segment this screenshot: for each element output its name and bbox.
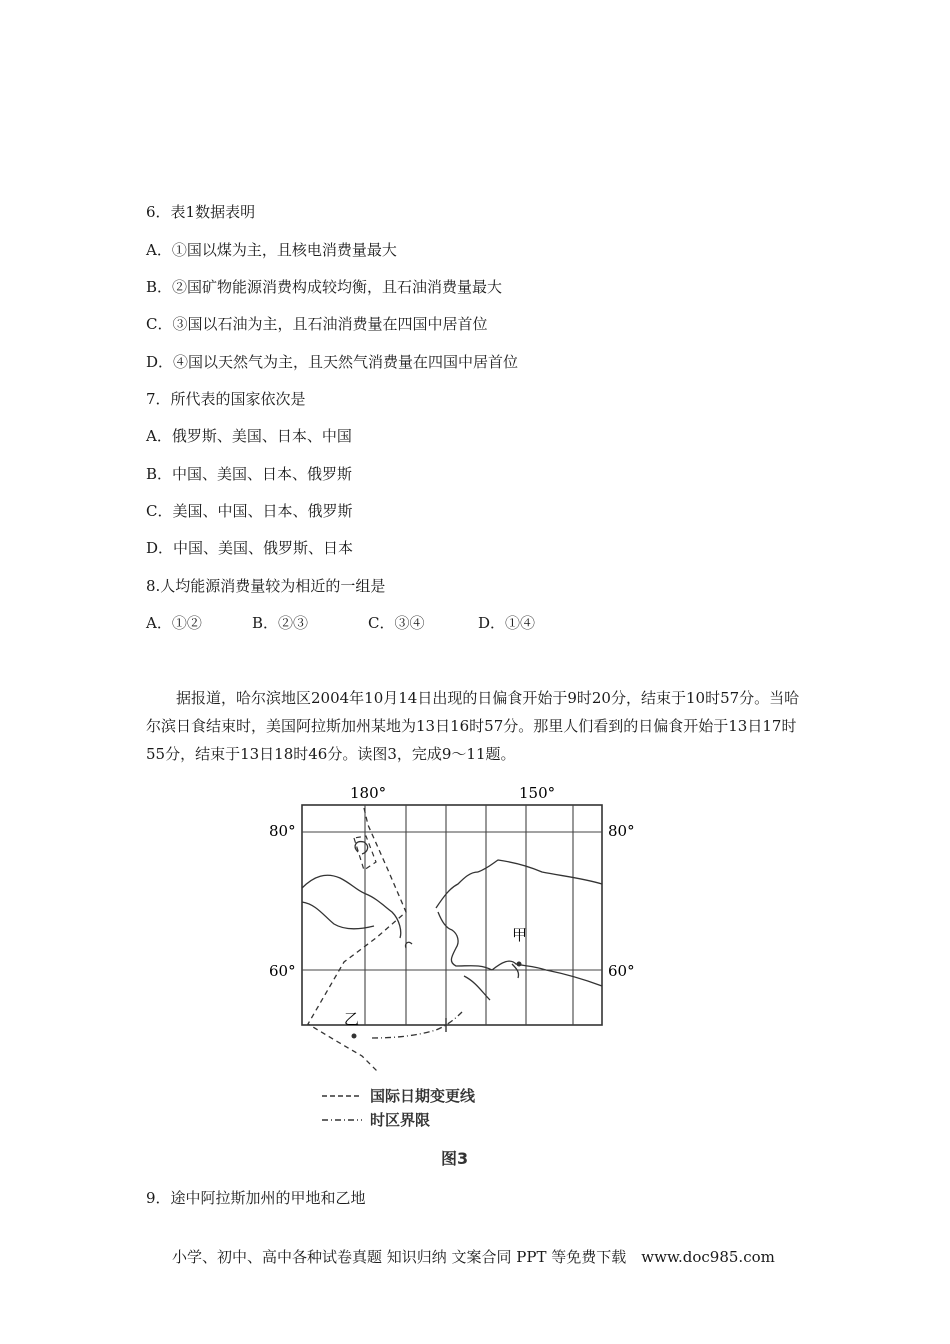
- q8-option-d: D．①④: [478, 614, 536, 632]
- place-marker-jia: [517, 962, 522, 967]
- alaska-north-coast: [478, 860, 602, 884]
- kodiak-island: [512, 964, 519, 978]
- q8-options: [146, 613, 535, 633]
- siberia-coast: [302, 902, 374, 929]
- place-label-jia: 甲: [512, 926, 528, 944]
- place-marker-yi: [352, 1034, 357, 1039]
- legend-dateline-label: 国际日期变更线: [370, 1087, 476, 1105]
- alaska-west-coast: [436, 872, 478, 908]
- coastlines: [302, 842, 602, 1000]
- lon-label-150: 150°: [519, 784, 556, 802]
- place-label-yi: 乙: [344, 1010, 360, 1028]
- q6-option-b: B．②国矿物能源消费构成较均衡，且石油消费量最大: [146, 278, 503, 296]
- legend-timezone-label: 时区界限: [370, 1111, 431, 1129]
- q7-option-c: C．美国、中国、日本、俄罗斯: [146, 502, 353, 520]
- q6-stem: 6．表1数据表明: [146, 203, 256, 221]
- alaska-south-coast: [492, 961, 602, 986]
- q7-option-b: B．中国、美国、日本、俄罗斯: [146, 465, 353, 483]
- figure-3-map: [266, 780, 646, 1175]
- map-frame: [302, 805, 602, 1025]
- parallel-grid: [302, 832, 602, 970]
- q6-option-d: D．④国以天然气为主，且天然气消费量在四国中居首位: [146, 353, 519, 371]
- lat-label-80-left: 80°: [269, 822, 296, 840]
- q6-option-a: A．①国以煤为主，且核电消费量最大: [146, 241, 397, 259]
- lon-label-180: 180°: [350, 784, 387, 802]
- lat-label-60-right: 60°: [608, 962, 635, 980]
- q7-stem: 7．所代表的国家依次是: [146, 390, 306, 408]
- q8-option-c: C．③④: [368, 614, 425, 632]
- lat-label-80-right: 80°: [608, 822, 635, 840]
- eclipse-passage: [146, 684, 806, 768]
- eclipse-passage-text: 据报道，哈尔滨地区2004年10月14日出现的日偏食开始于9时20分，结束于10时57分。当哈尔滨日食结束时，美国阿拉斯加州某地为13日16时57分。那里人们看到的日偏食开始于13日17时55分，结束于13日18时46分。读图3，完成9～11题。: [146, 689, 800, 763]
- q8-option-a: A．①②: [146, 614, 202, 632]
- footer-text: 小学、初中、高中各种试卷真题 知识归纳 文案合同 PPT 等免费下载 www.doc985.com: [172, 1248, 775, 1266]
- q7-option-d: D．中国、美国、俄罗斯、日本: [146, 539, 354, 557]
- q9-stem: 9．途中阿拉斯加州的甲地和乙地: [146, 1189, 366, 1207]
- q7-option-a: A．俄罗斯、美国、日本、中国: [146, 427, 352, 445]
- meridian-grid: [365, 805, 573, 1025]
- lat-label-60-left: 60°: [269, 962, 296, 980]
- figure-caption: 图3: [441, 1149, 469, 1168]
- q6-option-c: C．③国以石油为主，且石油消费量在四国中居首位: [146, 315, 488, 333]
- q8-option-b: B．②③: [252, 614, 309, 632]
- q8-stem: 8.人均能源消费量较为相近的一组是: [146, 577, 386, 595]
